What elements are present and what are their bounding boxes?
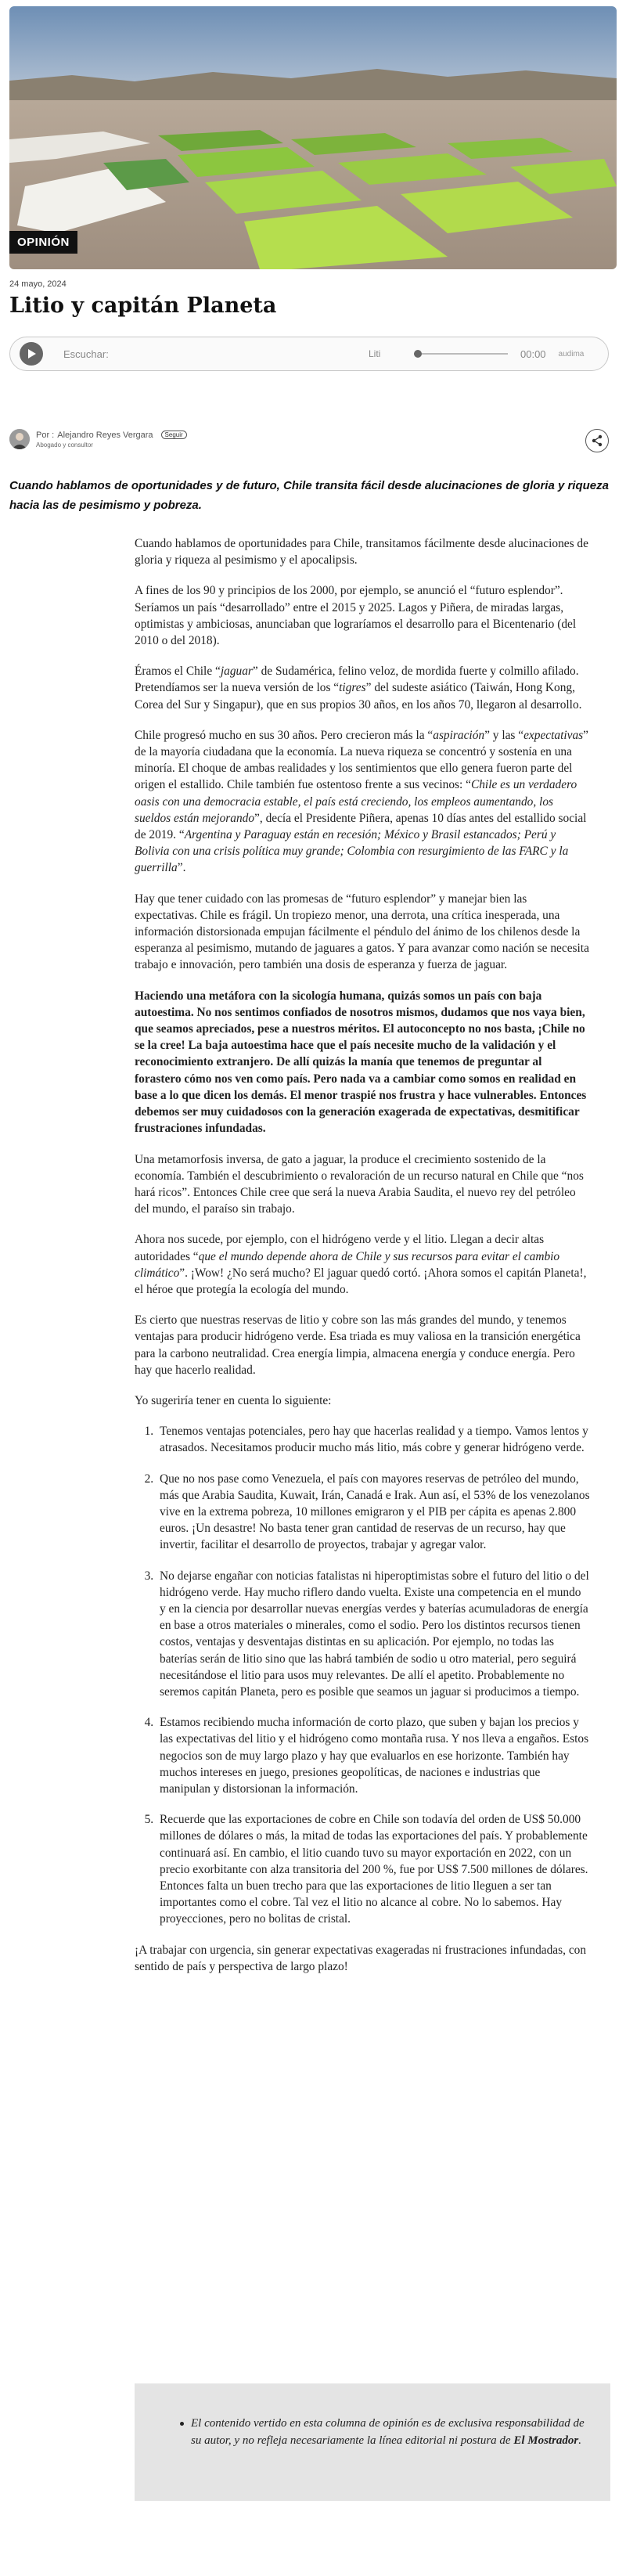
paragraph: Cuando hablamos de oportunidades para Chile, transitamos fácilmente desde alucinaciones de gloria y riqueza al pesimismo y el apocalipsis.	[135, 537, 588, 567]
paragraph: Éramos el Chile “jaguar” de Sudamérica, felino veloz, de mordida fuerte y colmillo afilado. Pretendíamos ser la nueva versión de los “tigres” del sudeste asiático (Taiwán, Hong Kong, Corea del Sur y Singapur), que en sus propios 30 años, en los años 70, llegaron al desarrollo.	[135, 665, 582, 712]
list-item: 3. No dejarse engañar con noticias fatalistas ni hiperoptimistas sobre el futuro del litio o del hidrógeno verde. Hay mucho riflero dando vuelta. Existe una competencia en el mundo y en la ciencia por desarrollar nuevas energías verdes y baterías acumuladoras de energía en base a otros materiales o minerales, como el sodio. Pero los distintos recursos tienen costos, ventajas y desventajas distintas en su aplicación. Por ejemplo, no todas las baterías serán de litio sino que las habrá también de sodio u otro material, pero seguirá necesitándose el litio para usos muy relevantes. De allí el apetito. Probablemente no seremos capitán Planeta, pero es posible que seamos un jaguar si producimos a tiempo.	[156, 1568, 590, 1701]
player-time: 00:00	[520, 348, 546, 360]
list-item: 1. Tenemos ventajas potenciales, pero hay que hacerlas realidad y a tiempo. Vamos lentos y atrasados. Necesitamos producir mucho más litio, más cobre y generar hidrógeno verde.	[156, 1423, 590, 1456]
bullet	[180, 2422, 184, 2426]
author-avatar[interactable]	[9, 429, 30, 449]
paragraph: ¡A trabajar con urgencia, sin generar expectativas exageradas ni frustraciones infundadas, con sentido de país y perspectiva de largo plazo!	[135, 1943, 587, 1973]
disclaimer-box: El contenido vertido en esta columna de opinión es de exclusiva responsabilidad de su autor, y no refleja necesariamente la línea editorial ni postura de El Mostrador.	[135, 2383, 610, 2501]
share-button[interactable]	[585, 429, 609, 452]
play-icon	[26, 348, 37, 359]
author-role: Abogado y consultor	[36, 441, 93, 449]
paragraph: Yo sugeriría tener en cuenta lo siguiente:	[135, 1393, 332, 1407]
list-item: 4. Estamos recibiendo mucha información de corto plazo, que suben y bajan los precios y las expectativas del litio y el hidrógeno como montaña rusa. Y nos lleva a engaños. Estos negocios son de muy largo plazo y hay que evaluarlos en ese horizonte. También hay muchos intereses en juego, presiones geopolíticas, de naciones e industrias que manipulan y distorsionan la información.	[156, 1714, 590, 1797]
paragraph: Hay que tener cuidado con las promesas de “futuro esplendor” y manejar bien las expectativas. Chile es frágil. Un tropiezo menor, una derrota, una crítica inesperada, una información distorsionada empujan fácilmente el péndulo del ánimo de los chilenos desde la esperanza al pesimismo, mutando de jaguares a gatos. Y para avanzar como nación se necesita trabajo e innovación, pero también una dosis de esperanza y fuerza de jaguar.	[135, 892, 589, 972]
paragraph: Ahora nos sucede, por ejemplo, con el hidrógeno verde y el litio. Llegan a decir altas autoridades “que el mundo depende ahora de Chile y sus recursos para evitar el cambio climático”. ¡Wow! ¿No será mucho? El jaguar quedó cortó. ¡Ahora somos el capitán Planeta!, el héroe que protegía la ecología del mundo.	[135, 1233, 587, 1296]
salt-flats-photo	[9, 6, 617, 269]
paragraph: Es cierto que nuestras reservas de litio y cobre son las más grandes del mundo, y tenemos ventajas para producir hidrógeno verde. Esa triada es muy valiosa en la transición energética para la carbono neutralidad. Crea energía limpia, almacena energía y conduce energía. Pero hay que hacerlo realidad.	[135, 1313, 581, 1377]
player-brand[interactable]: audima	[558, 349, 585, 358]
author-by: Por :	[36, 430, 55, 440]
suggestion-list	[156, 1423, 590, 1927]
paragraph: A fines de los 90 y principios de los 2000, por ejemplo, se anunció el “futuro esplendor”. Seríamos un país “desarrollado” entre el 2015 y 2025. Lagos y Piñera, de miradas largas, optimistas y ambiciosas, anunciaban que lograríamos el desarrollo para el Bicentenario (del 2010 o del 2018).	[135, 584, 577, 648]
paragraph: Chile progresó mucho en sus 30 años. Pero crecieron más la “aspiración” y las “expectativas” de la mayoría ciudadana que la economía. La nueva riqueza se concentró y sostenía en una minoría. El choque de ambas realidades y los sentimientos que ello genera fueron parte del origen el estallido. Chile también fue ostentoso frente a sus vecinos: “Chile es un verdadero oasis con una democracia estable, el país está creciendo, los empleos aumentando, los sueldos están mejorando”, decía el Presidente Piñera, apenas 10 días antes del estallido social de 2019. “Argentina y Paraguay están en recesión; México y Brasil estancados; Perú y Bolivia con una crisis política muy grande; Colombia con resurgimiento de las FARC y la guerrilla”.	[135, 728, 588, 875]
author-row	[9, 429, 187, 449]
paragraph-bold: Haciendo una metáfora con la sicología humana, quizás somos un país con baja autoestima. No nos sentimos confiados de nosotros mismos, dudamos que nos vaya bien, que seamos apreciados, pese a nuestros méritos. El autoconcepto no nos basta, ¡Chile no se la cree! La baja autoestima hace que el país necesite mucho de la validación y el reconocimiento extranjero. De allí quizás la manía que tenemos de preguntar al forastero cómo nos ven como país. Pero nada va a cambiar como somos en realidad en base a lo que dicen los demás. El menor traspié nos frustra y hace vulnerables. Entonces debemos ser muy cuidadosos con la generación exagerada de expectativas, desmitificar frustraciones infundadas.	[135, 989, 587, 1136]
hero-image	[9, 6, 617, 269]
disclaimer-brand: El Mostrador	[513, 2434, 579, 2447]
follow-button[interactable]: Seguir	[161, 431, 187, 439]
audio-player	[9, 337, 609, 371]
person-icon	[9, 429, 30, 449]
author-name[interactable]: Alejandro Reyes Vergara	[57, 430, 153, 440]
player-voice[interactable]: Liti	[369, 348, 381, 359]
paragraph: Una metamorfosis inversa, de gato a jaguar, la produce el crecimiento sostenido de la economía. También el descubrimiento o revaloración de un recurso natural en Chile que “nos hará ricos”. Entonces Chile cree que será la nueva Arabia Saudita, el nuevo rey del petróleo del mundo, el paraíso sin trabajo.	[135, 1152, 584, 1216]
article-title: Litio y capitán Planeta	[9, 294, 277, 318]
category-badge[interactable]: OPINIÓN	[9, 231, 77, 254]
article-lead: Cuando hablamos de oportunidades y de futuro, Chile transita fácil desde alucinaciones de gloria y riqueza hacia las de pesimismo y pobreza.	[9, 479, 609, 512]
player-label: Escuchar:	[63, 348, 109, 360]
progress-slider[interactable]	[414, 353, 508, 355]
disclaimer-text: El contenido vertido en esta columna de opinión es de exclusiva responsabilidad de su autor, y no refleja necesariamente la línea editorial ni postura de	[191, 2417, 585, 2447]
list-item: 2. Que no nos pase como Venezuela, el país con mayores reservas de petróleo del mundo, más que Arabia Saudita, Kuwait, Irán, Canadá e Irak. Aun así, el 53% de los venezolanos vive en la extrema pobreza, 10 millones emigraron y el PIB per cápita es apenas 2.800 euros. ¡Un desastre! No basta tener gran cantidad de reservas de un recurso, hay que invertir, facilitar el desarrollo de proyectos, trabajar y agregar valor.	[156, 1471, 590, 1554]
progress-handle[interactable]	[414, 350, 422, 358]
publish-date: 24 mayo, 2024	[9, 279, 67, 289]
list-item: 5. Recuerde que las exportaciones de cobre en Chile son todavía del orden de US$ 50.000 millones de dólares o más, la mitad de todas las exportaciones del país. Y probablemente continuará así. En cambio, el litio cuando tuvo su mayor exportación en 2022, con un precio exorbitante con alza transitoria del 200 %, fue por US$ 7.500 millones de dólares. Entonces falta un buen trecho para que las exportaciones de litio lleguen a ser tan importantes como el cobre. Tal vez el litio no alcance al cobre. No lo sabemos. Hay proyecciones, pero no bolitas de cristal.	[156, 1811, 590, 1927]
article-body	[135, 535, 590, 1989]
share-icon	[591, 434, 603, 447]
play-button[interactable]	[20, 342, 43, 366]
